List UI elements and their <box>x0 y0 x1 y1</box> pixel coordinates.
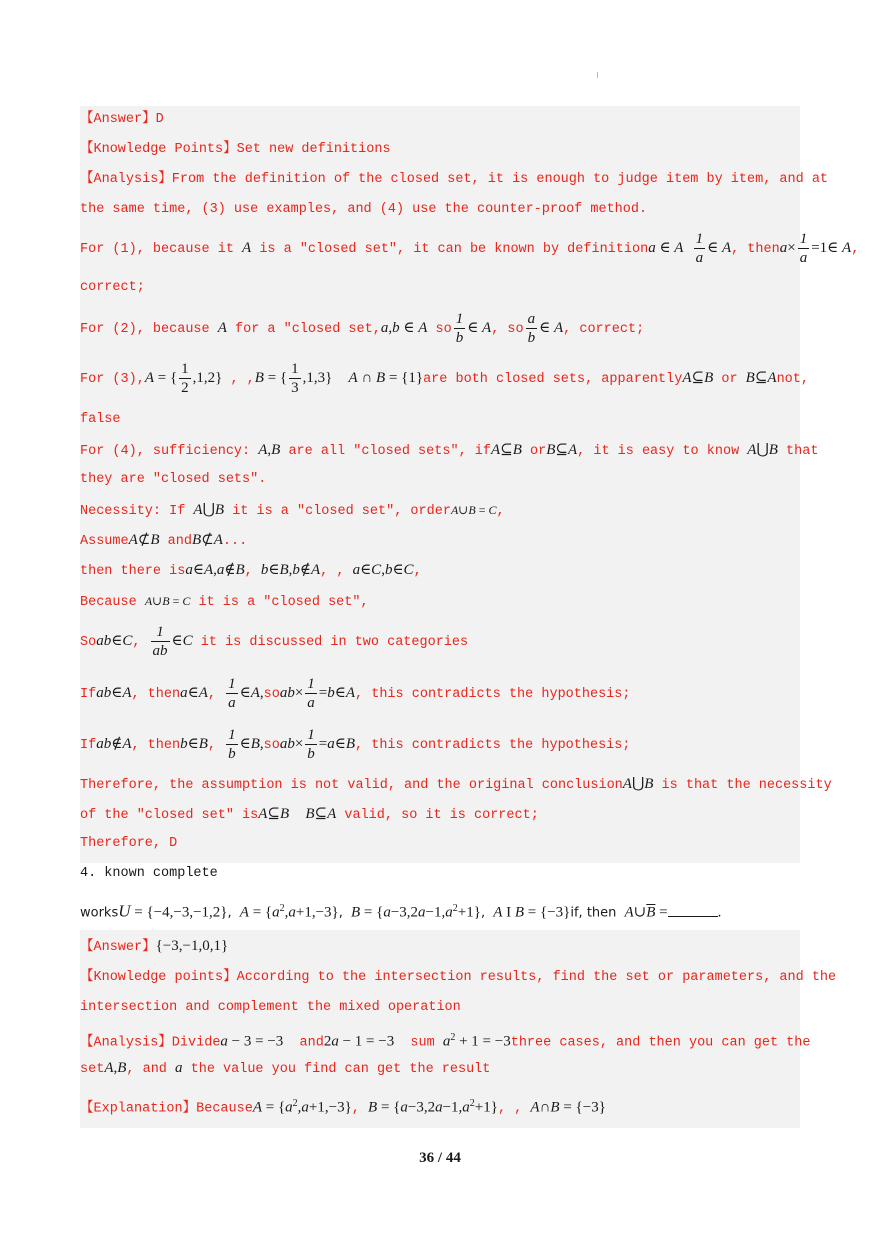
if2-line: Ifab∉A, thenb∈B, $\frac{1}{b}$ ∈B,soab× $\frac{1}{b}$ =a∈B, this contradicts the hypothesis; <box>80 726 631 762</box>
item2-line: For (2), because A for a "closed set,a,b ∈ A so $\frac{1}{b}$ ∈ A, so $\frac{a}{b}$ ∈ A, correct; <box>80 311 645 346</box>
because-line: Because A∪B = C it is a "closed set", <box>80 594 369 610</box>
analysis-line-2a: 【Analysis】Dividea − 3 = −3 and2a − 1 = −3 sum $a^2 + 1$ = −3three cases, and then you can get the <box>80 1032 811 1051</box>
page-number: 36 / 44 <box>419 1150 461 1166</box>
answer-line: 【Answer】D <box>80 112 164 127</box>
analysis-line-1: 【Analysis】From the definition of the closed set, it is enough to judge item by item, and at <box>80 172 829 187</box>
knowledge-line-2a: 【Knowledge points】According to the intersection results, find the set or parameters, and the <box>80 970 837 985</box>
answer-blank <box>668 902 718 917</box>
analysis-line-2b: setA,B, and a the value you find can get the result <box>80 1060 491 1077</box>
knowledge-line-2b: intersection and complement the mixed operation <box>80 1000 461 1015</box>
item3-line: For (3),A = { $\frac{1}{2}$ ,1,2} , ,B = { $\frac{1}{3}$ ,1,3} A ∩ B = {1}are both closed sets, apparentlyA⊆B or B⊆Anot, <box>80 361 809 396</box>
item1-line: For (1), because it A is a "closed set", it can be known by definitiona ∈ A $\frac{1}{a}$ ∈ A, thena× $\frac{1}{a}$ =1∈ A, <box>80 231 860 266</box>
therefore-line-1: Therefore, the assumption is not valid, and the original conclusionA⋃B is that the necessity <box>80 776 832 793</box>
necessity-line: Necessity: If A⋃B it is a "closed set", orderA∪B = C, <box>80 502 505 519</box>
question-4-body: worksU = {−4,−3,−1,2}, $A = \{a^2,a+1,-3\}$, $B = \{a-3,2a-1,a^2+1\}$, A I B = {−3}if, then $A\cup\overline{B}$ = . <box>80 901 722 921</box>
answer-line-2: 【Answer】{−3,−1,0,1} <box>80 938 229 955</box>
final-answer-line: Therefore, D <box>80 836 178 851</box>
item4-line: For (4), sufficiency: A,B are all "closed sets", ifA⊆B orB⊆A, it is easy to know A⋃B that <box>80 442 819 459</box>
so-line: Soab∈C, $\frac{1}{ab}$ ∈C it is discussed in two categories <box>80 623 469 659</box>
explanation-line: 【Explanation】BecauseA = $\{a^2,a+1,-3\}$, $B = \{a-3,2a-1,a^2+1\}$, , A∩B = {−3} <box>80 1098 606 1117</box>
analysis-line-2: the same time, (3) use examples, and (4) use the counter-proof method. <box>80 202 648 217</box>
item4-end: they are "closed sets". <box>80 472 267 487</box>
solution-block-1 <box>80 106 860 863</box>
question-4-title: 4. known complete <box>80 866 218 881</box>
header-mark <box>597 72 598 78</box>
therefore-line-2: of the "closed set" isA⊆B B⊆A valid, so it is correct; <box>80 806 539 823</box>
item1-end: correct; <box>80 280 145 295</box>
solution-block-2 <box>80 930 837 1128</box>
item3-end: false <box>80 412 121 427</box>
then-line: then there isa∈A,a∉B, b∈B,b∉A, , a∈C,b∈C, <box>80 562 422 579</box>
if1-line: Ifab∈A, thena∈A, $\frac{1}{a}$ ∈A,soab× $\frac{1}{a}$ =b∈A, this contradicts the hypothesis; <box>80 675 631 711</box>
assume-line: AssumeA⊄B andB⊄A... <box>80 532 248 549</box>
knowledge-line: 【Knowledge Points】Set new definitions <box>80 142 391 157</box>
